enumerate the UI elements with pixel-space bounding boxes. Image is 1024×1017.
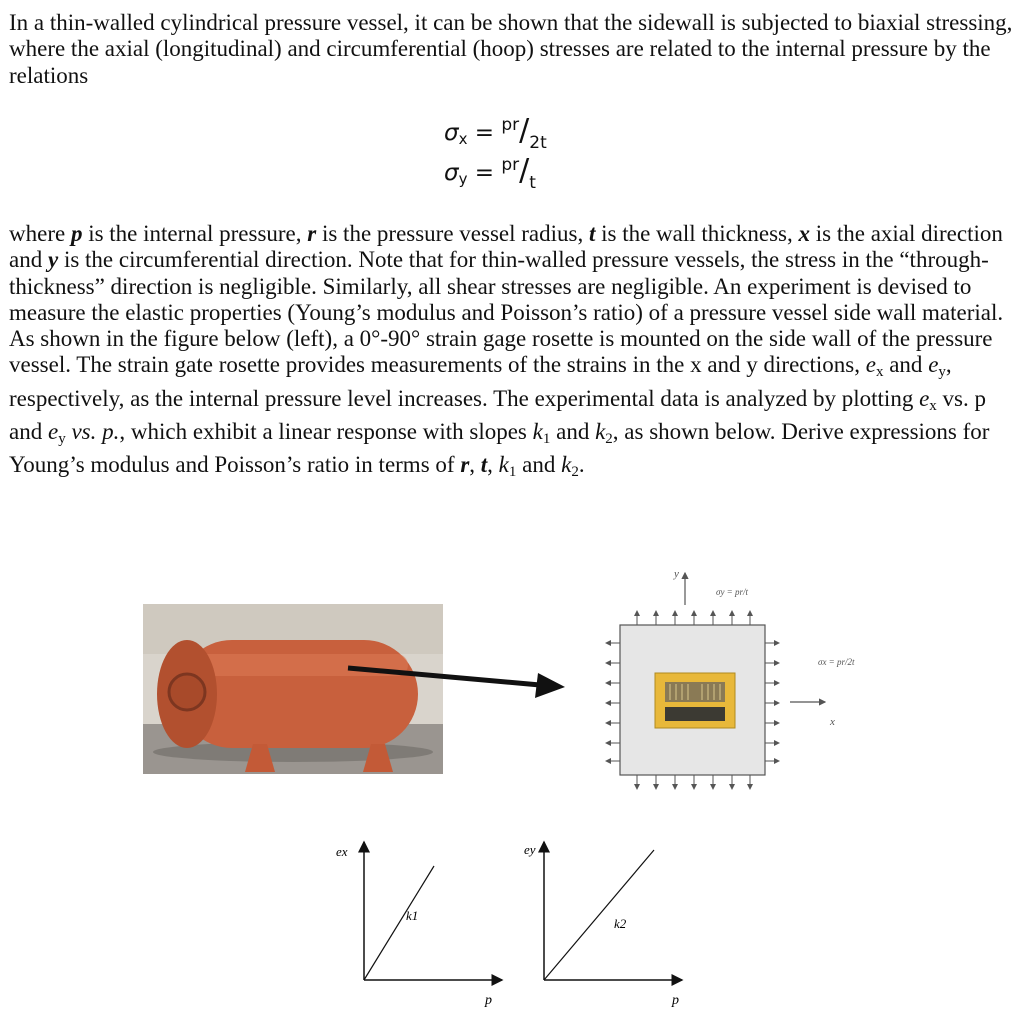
pointer-arrow (345, 660, 570, 700)
plot2-x-label: p (672, 993, 679, 1008)
plot1-y-label: ex (336, 844, 348, 859)
sigma-y-label: σy = pr/t (716, 587, 749, 597)
stress-element-diagram (590, 565, 890, 805)
intro-paragraph: In a thin-walled cylindrical pressure vessel, it can be shown that the sidewall is subjected to biaxial stressing, where the axial (longitudinal) and circumferential (hoop) stresses are related to the internal pressure by the relations (9, 10, 1013, 88)
plot-ex-vs-p (330, 836, 510, 1011)
plot1-slope-label: k1 (406, 908, 419, 923)
plot-ey-vs-p (510, 836, 690, 1011)
y-axis-label: y (674, 568, 679, 580)
sigma-x-label: σx = pr/2t (818, 657, 855, 667)
equation-hoop-stress: $\sigma_y = ^{pr}/_t$ (444, 153, 536, 193)
problem-paragraph: where p is the internal pressure, r is the pressure vessel radius, t is the wall thickness, x is the axial direction and y is the circumferential direction. Note that for thin-walled pressure vessels, the stress in the “through-thickness” direction is negligible. Similarly, all shear stresses are negligible. An experiment is devised to measure the elastic properties (Young’s modulus and Poisson’s ratio) of a pressure vessel side wall material. As shown in the figure below (left), a 0°-90° strain gage rosette is mounted on the side wall of the pressure vessel. The strain gate rosette provides measurements of the strains in the x and y directions, $e_x$ and $e_y$, respectively, as the internal pressure level increases. The experimental data is analyzed by plotting $e_x$ vs. p and $e_y$ vs. p., which exhibit a linear response with slopes $k_1$ and $k_2$, as shown below. Derive expressions for Young’s modulus and Poisson’s ratio in terms of r, t, $k_1$ and $k_2$. (9, 221, 1004, 481)
x-axis-label: x (830, 716, 835, 728)
plot2-y-label: ey (524, 842, 536, 857)
plot1-x-label: p (485, 993, 492, 1008)
plot2-slope-label: k2 (614, 916, 627, 931)
equation-axial-stress: $\sigma_x = ^{pr}/_{2t}$ (444, 113, 547, 153)
